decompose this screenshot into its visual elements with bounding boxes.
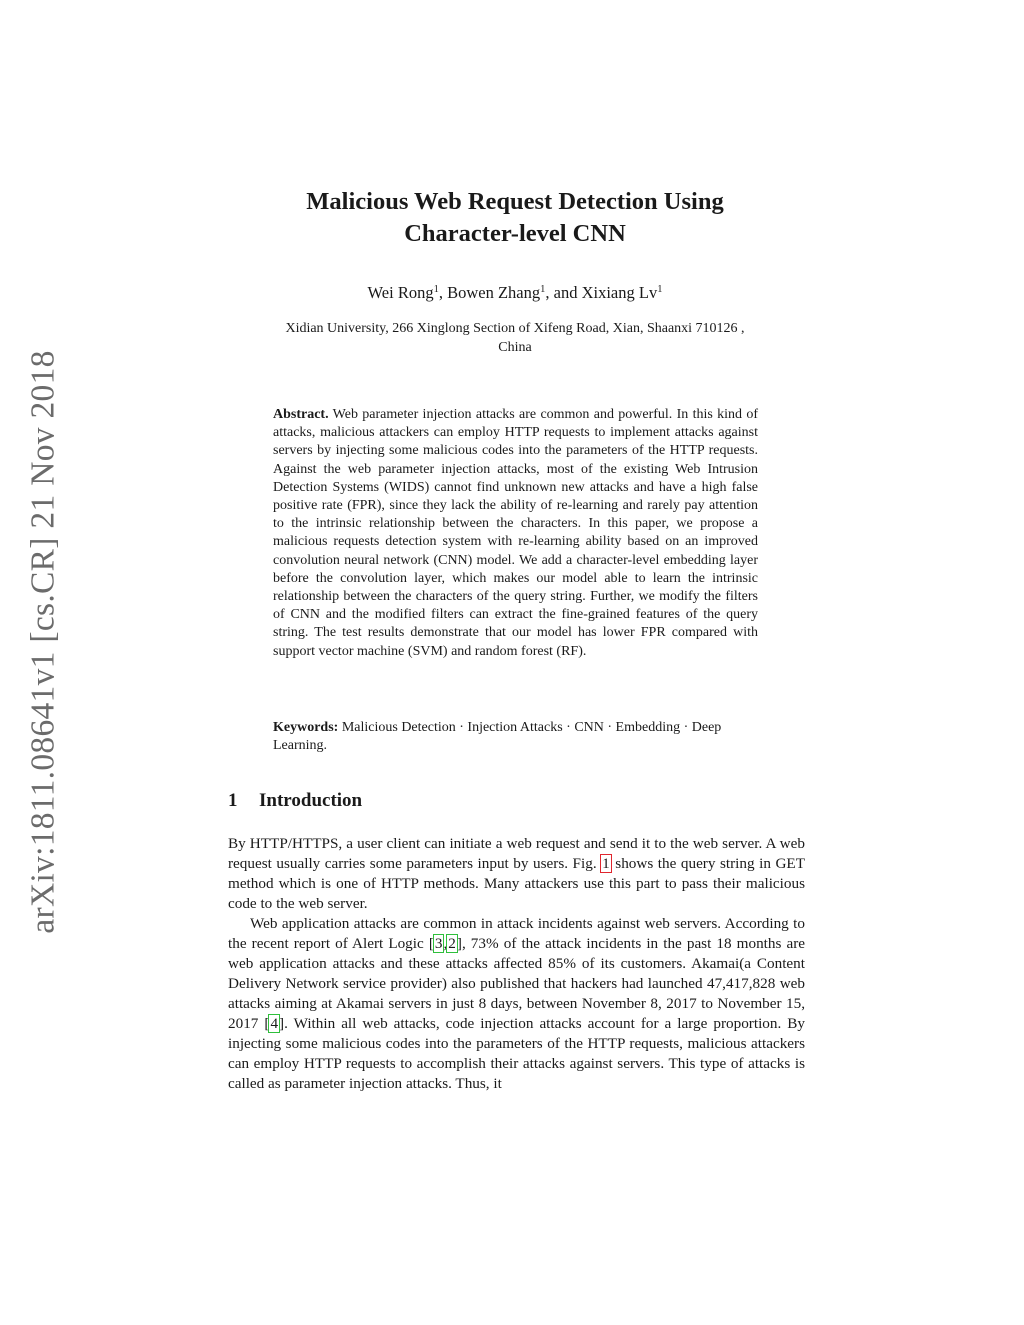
paragraph-text: . Within all web attacks, code injection attacks account for a large proportion. By injecting some malicious codes into the parameters of the HTTP requests, malicious attackers can employ HTTP requests to accomplish their attacks against servers. This type of attacks is called as parameter injection attacks. Thus, it (228, 1015, 805, 1092)
author-name: Xixiang Lv (581, 283, 658, 302)
author-affiliation-mark: 1 (657, 284, 663, 295)
citation-separator: , (443, 935, 448, 952)
abstract-text: Web parameter injection attacks are common and powerful. In this kind of attacks, malicious attackers can employ HTTP requests to implement attacks against servers by injecting some malicious codes into the parameters of the HTTP requests. Against the web parameter injection attacks, most of the existing Web Intrusion Detection Systems (WIDS) cannot find unknown new attacks and have a high false positive rate (FPR), since they lack the ability of re-learning and rarely pay attention to the intrinsic relationship between the characters. In this paper, we propose a malicious requests detection system with re-learning ability based on an improved convolution neural network (CNN) model. We add a character-level embedding layer before the convolution layer, which makes our model able to learn the intrinsic relationship between the characters of the query string. Further, we modify the filters of CNN and the modified filters can extract the fine-grained features of the query string. The test results demonstrate that our model has lower FPR compared with support vector machine (SVM) and random forest (RF). (273, 407, 758, 659)
citation-link[interactable]: 3 (434, 935, 443, 952)
figure-reference-link[interactable]: 1 (602, 855, 610, 872)
affiliation (230, 319, 800, 357)
paragraph (228, 834, 805, 914)
citation-link[interactable]: 2 (448, 935, 456, 952)
author-separator: , (438, 283, 448, 302)
paragraph: Web application attacks are common in attack incidents against web servers. According to the recent report of Alert Logic [3,2], 73% of the attack incidents in the past 18 months are web application attacks and these attacks affected 85% of its customers. Akamai(a Content Delivery Network service provider) also published that hackers had launched 47,417,828 web attacks aiming at Akamai servers in just 8 days, between November 8, 2017 to November 15, 2017 [4]. Within all web attacks, code injection attacks account for a large proportion. By injecting some malicious codes into the parameters of the HTTP requests, malicious attackers can employ HTTP requests to accomplish their attacks against servers. This type of attacks is called as parameter injection attacks. Thus, it (228, 915, 805, 1092)
body-text (228, 834, 805, 1094)
paragraph-text: , 73% of the attack incidents in the past 18 months are web application attacks and these attacks affected 85% of its customers. Akamai(a Content Delivery Network service provider) also published that hackers had launched 47,417,828 web attacks aiming at Akamai servers in just 8 days, between November 8, 2017 to November 15, 2017 (228, 935, 805, 1032)
title-line-1: Malicious Web Request Detection Using (306, 188, 724, 215)
paragraph-text: By HTTP/HTTPS, a user client can initiate a web request and send it to the web server. A web request usually carries some parameters input by users. Fig. (228, 835, 805, 872)
paragraph-text: Web application attacks are common in attack incidents against web servers. According to the recent report of Alert Logic (228, 915, 805, 952)
section-number: 1 (228, 790, 238, 811)
paragraph-text: shows the query string in GET method which is one of HTTP methods. Many attackers use this part to pass their malicious code to the web server. (228, 855, 805, 912)
affiliation-line-2: China (498, 340, 532, 355)
abstract (273, 406, 758, 661)
citation-link[interactable]: 4 (270, 1015, 279, 1032)
title-line-2: Character-level CNN (404, 220, 626, 247)
affiliation-line-1: Xidian University, 266 Xinglong Section of Xifeng Road, Xian, Shaanxi 710126 , (285, 321, 745, 336)
author-name: Bowen Zhang (447, 283, 541, 302)
author-list (230, 283, 800, 303)
arxiv-identifier-stamp (24, 346, 64, 938)
section-heading (228, 789, 362, 813)
section-title: Introduction (259, 790, 363, 811)
author-name: Wei Rong (367, 283, 434, 302)
keywords-label: Keywords: (273, 720, 339, 735)
keywords-text: Malicious Detection · Injection Attacks · CNN · Embedding · Deep Learning. (273, 720, 722, 754)
author-affiliation-mark: 1 (540, 284, 546, 295)
author-separator: , and (545, 283, 582, 302)
abstract-label: Abstract. (273, 407, 329, 422)
arxiv-identifier-text: arXiv:1811.08641v1 [cs.CR] 21 Nov 2018 (25, 350, 62, 934)
keywords (273, 719, 758, 755)
author-affiliation-mark: 1 (433, 284, 439, 295)
paper-title (230, 186, 800, 250)
